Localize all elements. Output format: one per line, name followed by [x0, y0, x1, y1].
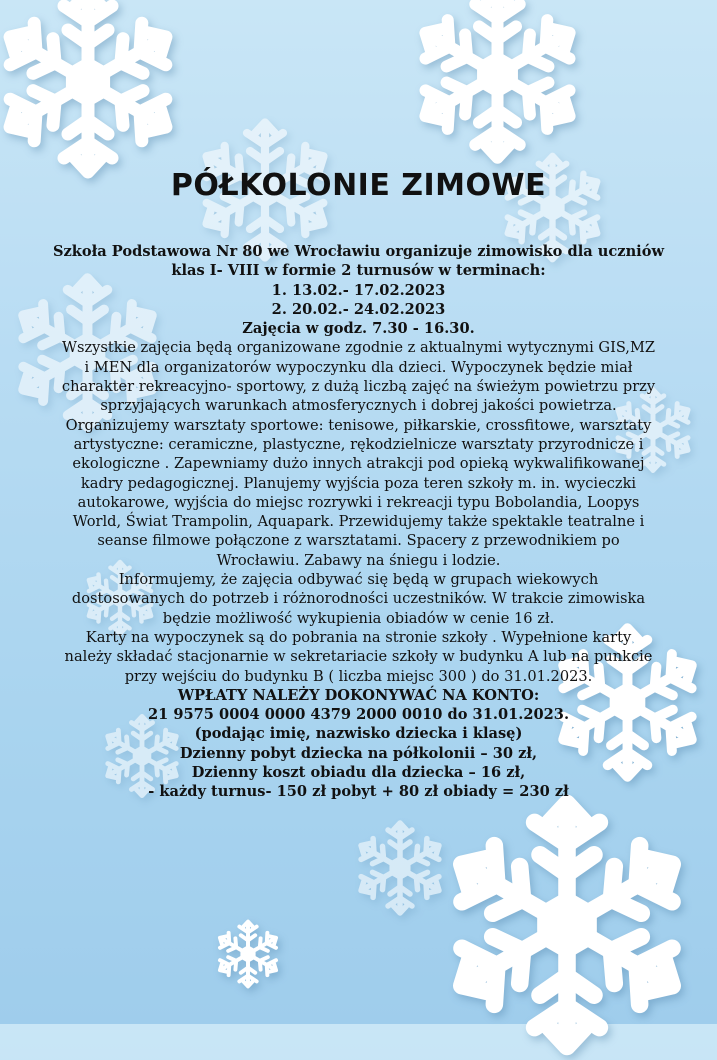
price-total: - każdy turnus- 150 zł pobyt + 80 zł obiady = 230 zł	[148, 783, 569, 801]
body-line: będzie możliwość wykupienia obiadów w cenie 16 zł.	[162, 609, 555, 627]
body-line: World, Świat Trampolin, Aquapark. Przewidujemy także spektakle teatralne i	[72, 513, 645, 531]
page-title: PÓŁKOLONIE ZIMOWE	[170, 168, 547, 203]
body-line: ekologiczne . Zapewniamy dużo innych atrakcji pod opieką wykwalifikowanej	[72, 455, 645, 473]
payment-heading: WPŁATY NALEŻY DOKONYWAĆ NA KONTO:	[177, 686, 540, 704]
price-daily-stay: Dzienny pobyt dziecka na półkolonii – 30 zł,	[179, 744, 538, 762]
snowflake-icon	[405, 0, 590, 167]
body-line: Organizujemy warsztaty sportowe: tenisowe, piłkarskie, crossfitowe, warsztaty	[65, 416, 652, 434]
body-line: sprzyjających warunkach atmosferycznych i dobrej jakości powietrza.	[100, 397, 617, 415]
body-line: i MEN dla organizatorów wypoczynku dla dzieci. Wypoczynek będzie miał	[84, 358, 633, 376]
body-line: Informujemy, że zajęcia odbywać się będą w grupach wiekowych	[118, 571, 599, 589]
body-line: dostosowanych do potrzeb i różnorodności uczestników. W trakcie zimowiska	[71, 590, 646, 608]
intro-line: Szkoła Podstawowa Nr 80 we Wrocławiu organizuje zimowisko dla uczniów	[52, 243, 665, 260]
snowflake-icon	[0, 0, 188, 182]
body-line: Karty na wypoczynek są do pobrania na stronie szkoły . Wypełnione karty	[85, 628, 632, 646]
body-line: autokarowe, wyjścia do miejsc rozrywki i rekreacji typu Bobolandia, Loopys	[77, 493, 640, 511]
snowflake-icon	[432, 790, 702, 1060]
body-line: przy wejściu do budynku B ( liczba miejsc 300 ) do 31.01.2023.	[124, 667, 593, 685]
term-2: 2. 20.02.- 24.02.2023	[271, 300, 446, 318]
price-daily-lunch: Dzienny koszt obiadu dla dziecka – 16 zł,	[191, 764, 526, 782]
hours: Zajęcia w godz. 7.30 - 16.30.	[242, 320, 475, 338]
bank-account: 21 9575 0004 0000 4379 2000 0010 do 31.01.2023.	[147, 706, 570, 724]
body-line: charakter rekreacyjno- sportowy, z dużą liczbą zajęć na świeżym powietrzu przy	[61, 378, 656, 396]
payment-info	[30, 686, 687, 802]
snowflake-icon	[212, 918, 284, 990]
intro-line: klas I- VIII w formie 2 turnusów w terminach:	[171, 262, 546, 280]
payment-note: (podając imię, nazwisko dziecka i klasę)	[194, 725, 523, 743]
body-line: seanse filmowe połączone z warsztatami. Spacery z przewodnikiem po	[97, 532, 620, 550]
body-line: artystyczne: ceramiczne, plastyczne, rękodzielnicze warsztaty przyrodnicze i	[73, 435, 644, 453]
body-line: kadry pedagogicznej. Planujemy wyjścia poza teren szkoły m. in. wycieczki	[80, 474, 637, 492]
term-1: 1. 13.02.- 17.02.2023	[271, 281, 446, 299]
body-line: należy składać stacjonarnie w sekretariacie szkoły w budynku A lub na punkcie	[64, 648, 653, 666]
body-line: Wszystkie zajęcia będą organizowane zgodnie z aktualnymi wytycznymi GIS,MZ	[61, 339, 656, 357]
body-text	[30, 338, 687, 685]
announcement	[30, 166, 687, 802]
body-line: Wrocławiu. Zabawy na śniegu i lodzie.	[216, 551, 501, 569]
